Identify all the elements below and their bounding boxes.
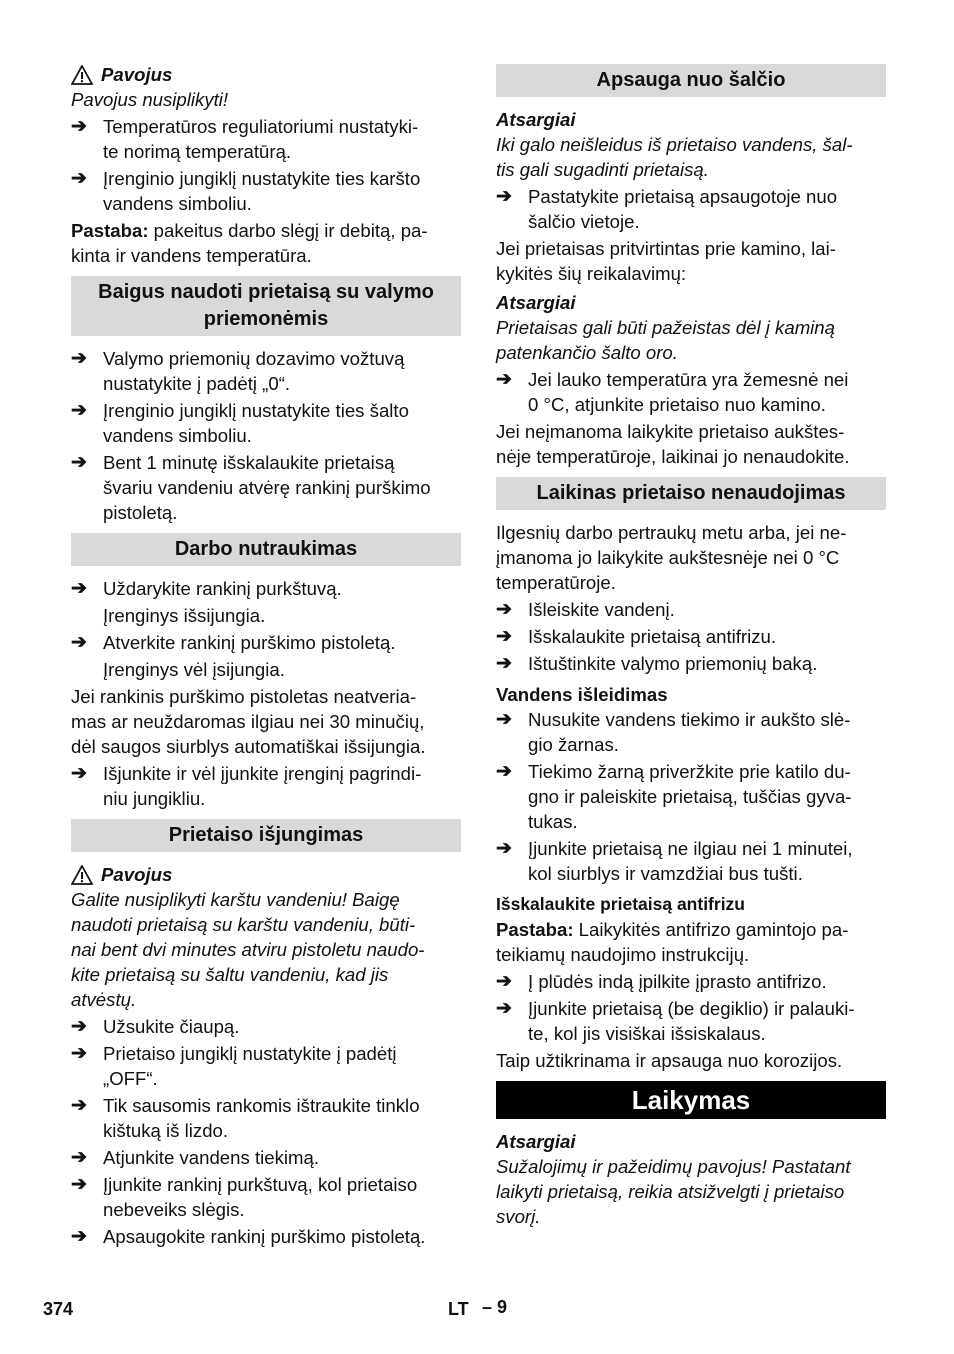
- step-text: Pastatykite prietaisą apsaugotoje nuo šalčio vietoje.: [528, 186, 838, 232]
- right-arrow-icon: ➔: [71, 452, 87, 473]
- step-text: Išjunkite ir vėl įjunkite įrenginį pagrindi- niu jungikliu.: [103, 763, 422, 809]
- step-text: Prietaiso jungiklį nustatykite į padėtį „OFF“.: [103, 1043, 397, 1089]
- step: [496, 184, 886, 234]
- right-arrow-icon: ➔: [71, 1016, 87, 1037]
- paragraph: Ilgesnių darbo pertraukų metu arba, jei ne- įmanoma jo laikykite aukštesnėje nei 0 °C temperatūroje.: [496, 522, 847, 593]
- step: [71, 1224, 461, 1249]
- section-title: Baigus naudoti prietaisą su valymo priemonėmis: [71, 276, 461, 336]
- left-column: [71, 60, 461, 1251]
- section-title: Darbo nutraukimas: [71, 533, 461, 566]
- step-text: Įjunkite prietaisą ne ilgiau nei 1 minutei, kol siurblys ir vamzdžiai bus tušti.: [528, 838, 853, 884]
- step-text: Išskalaukite prietaisą antifrizu.: [528, 626, 777, 647]
- step: [496, 651, 886, 676]
- danger-heading: [71, 862, 461, 887]
- step-text: Temperatūros reguliatoriumi nustatyki- te norimą temperatūrą.: [103, 116, 419, 162]
- right-arrow-icon: ➔: [496, 186, 512, 207]
- step: [71, 1093, 461, 1143]
- warning-triangle-icon: [71, 865, 93, 885]
- step: [496, 996, 886, 1046]
- caution-text: Iki galo neišleidus iš prietaiso vandens, šal- tis gali sugadinti prietaisą.: [496, 134, 853, 180]
- step: [496, 597, 886, 622]
- step-text: Nusukite vandens tiekimo ir aukšto slė- gio žarnas.: [528, 709, 851, 755]
- paragraph: Jei rankinis purškimo pistoletas neatveria- mas ar neuždaromas ilgiau nei 30 minučių, dėl saugos siurblys automatiškai išsijungia.: [71, 686, 426, 757]
- right-arrow-icon: ➔: [496, 709, 512, 730]
- danger-label: Pavojus: [101, 864, 173, 885]
- right-arrow-icon: ➔: [496, 599, 512, 620]
- step-text: Jei lauko temperatūra yra žemesnė nei 0 °C, atjunkite prietaiso nuo kamino.: [528, 369, 849, 415]
- right-arrow-icon: ➔: [71, 348, 87, 369]
- step: [71, 114, 461, 164]
- paragraph: Jei prietaisas pritvirtintas prie kamino, lai- kykitės šių reikalavimų:: [496, 238, 836, 284]
- step-text: Bent 1 minutę išskalaukite prietaisą švariu vandeniu atvėrę rankinį purškimo pistoletą.: [103, 452, 431, 523]
- step-text: Įrenginio jungiklį nustatykite ties karšto vandens simboliu.: [103, 168, 421, 214]
- right-arrow-icon: ➔: [71, 578, 87, 599]
- right-arrow-icon: ➔: [496, 998, 512, 1019]
- step: [71, 346, 461, 396]
- danger-heading: [71, 62, 461, 87]
- step: [71, 1041, 461, 1091]
- caution-text: Sužalojimų ir pažeidimų pavojus! Pastatant laikyti prietaisą, reikia atsižvelgti į prietaiso svorį.: [496, 1156, 851, 1227]
- step: [496, 367, 886, 417]
- step-text: Uždarykite rankinį purkštuvą.: [103, 578, 342, 599]
- section-title: Laikinas prietaiso nenaudojimas: [496, 477, 886, 510]
- right-arrow-icon: ➔: [71, 1147, 87, 1168]
- note-text: Laikykitės antifrizo gamintojo pa- teikiamų naudojimo instrukcijų.: [496, 919, 849, 965]
- section-title: Apsauga nuo šalčio: [496, 64, 886, 97]
- right-arrow-icon: ➔: [71, 116, 87, 137]
- right-arrow-icon: ➔: [71, 1226, 87, 1247]
- step-text: Ištuštinkite valymo priemonių baką.: [528, 653, 818, 674]
- subsection-title: Išskalaukite prietaisą antifrizu: [496, 894, 745, 914]
- paragraph: Jei neįmanoma laikykite prietaiso aukštes- nėje temperatūroje, laikinai jo nenaudokite.: [496, 421, 850, 467]
- right-arrow-icon: ➔: [496, 653, 512, 674]
- danger-label: Pavojus: [101, 64, 173, 85]
- step-text: Įjunkite prietaisą (be degiklio) ir palauki- te, kol jis visiškai išsiskalaus.: [528, 998, 855, 1044]
- right-arrow-icon: ➔: [496, 369, 512, 390]
- right-arrow-icon: ➔: [496, 838, 512, 859]
- caution-label: Atsargiai: [496, 292, 576, 313]
- right-arrow-icon: ➔: [71, 1043, 87, 1064]
- step-text: Tiekimo žarną priveržkite prie katilo du- gno ir paleiskite prietaisą, tuščias gyva- tukas.: [528, 761, 852, 832]
- note-text: pakeitus darbo slėgį ir debitą, pa- kinta ir vandens temperatūra.: [71, 220, 428, 266]
- caution-label: Atsargiai: [496, 1131, 576, 1152]
- step-text: Atjunkite vandens tiekimą.: [103, 1147, 320, 1168]
- right-column: [496, 60, 886, 1231]
- caution-label: Atsargiai: [496, 109, 576, 130]
- step: [496, 707, 886, 757]
- step-text: Užsukite čiaupą.: [103, 1016, 240, 1037]
- right-arrow-icon: ➔: [71, 763, 87, 784]
- danger-text: Pavojus nusiplikyti!: [71, 89, 229, 110]
- step-text: Apsaugokite rankinį purškimo pistoletą.: [103, 1226, 426, 1247]
- right-arrow-icon: ➔: [71, 168, 87, 189]
- step: [71, 761, 461, 811]
- step: [496, 759, 886, 834]
- step: [71, 630, 461, 655]
- step-text: Tik sausomis rankomis ištraukite tinklo kištuką iš lizdo.: [103, 1095, 420, 1141]
- note: [71, 218, 461, 268]
- step: [71, 450, 461, 525]
- step-text: Valymo priemonių dozavimo vožtuvą nustatykite į padėtį „0“.: [103, 348, 405, 394]
- section-title: Prietaiso išjungimas: [71, 819, 461, 852]
- right-arrow-icon: ➔: [496, 761, 512, 782]
- step: [71, 1172, 461, 1222]
- right-arrow-icon: ➔: [496, 626, 512, 647]
- step-text: Įrenginio jungiklį nustatykite ties šalto vandens simboliu.: [103, 400, 409, 446]
- warning-triangle-icon: [71, 65, 93, 85]
- step-result: Įrenginys vėl įsijungia.: [103, 659, 285, 680]
- step-text: Įjunkite rankinį purkštuvą, kol prietaiso nebeveiks slėgis.: [103, 1174, 418, 1220]
- language-code: LT: [448, 1299, 469, 1319]
- page-number: 374: [43, 1299, 74, 1319]
- step: [71, 1014, 461, 1039]
- step: [496, 969, 886, 994]
- step: [71, 576, 461, 601]
- paragraph: Taip užtikrinama ir apsauga nuo korozijos.: [496, 1050, 843, 1071]
- right-arrow-icon: ➔: [496, 971, 512, 992]
- step: [496, 624, 886, 649]
- danger-text: Galite nusiplikyti karštu vandeniu! Baigę naudoti prietaisą su karštu vandeniu, būti- nai bent dvi minutes atviru pistoletu naudo- kite prietaisą su šaltu vandeniu, kad jis atvėstų.: [71, 889, 425, 1010]
- step: [71, 1145, 461, 1170]
- step: [496, 836, 886, 886]
- right-arrow-icon: ➔: [71, 632, 87, 653]
- caution-text: Prietaisas gali būti pažeistas dėl į kaminą patenkančio šalto oro.: [496, 317, 835, 363]
- step: [71, 166, 461, 216]
- step-text: Atverkite rankinį purškimo pistoletą.: [103, 632, 396, 653]
- note-label: Pastaba:: [71, 220, 149, 241]
- right-arrow-icon: ➔: [71, 400, 87, 421]
- right-arrow-icon: ➔: [71, 1174, 87, 1195]
- right-arrow-icon: ➔: [71, 1095, 87, 1116]
- note-label: Pastaba:: [496, 919, 574, 940]
- step-text: Į plūdės indą įpilkite įprasto antifrizo.: [528, 971, 827, 992]
- chapter-title: Laikymas: [496, 1081, 886, 1119]
- step-result: Įrenginys išsijungia.: [103, 605, 266, 626]
- step-text: Išleiskite vandenį.: [528, 599, 675, 620]
- subsection-title: Vandens išleidimas: [496, 684, 668, 705]
- note: [496, 917, 886, 967]
- step: [71, 398, 461, 448]
- section-number: – 9: [482, 1297, 508, 1317]
